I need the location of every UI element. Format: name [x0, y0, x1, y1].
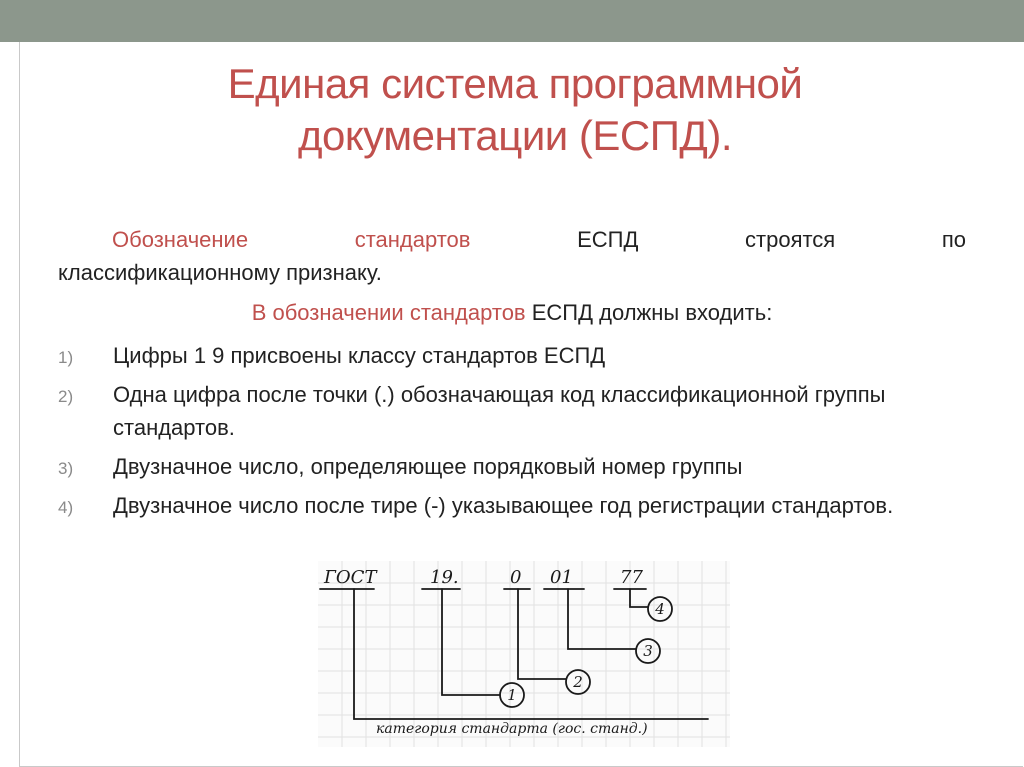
intro-line-2: классификационному признаку.	[58, 260, 382, 285]
list-item-text: Двузначное число, определяющее порядковый номер группы	[113, 454, 743, 479]
intro-word-3: ЕСПД	[577, 227, 639, 252]
composition-paragraph	[58, 296, 966, 329]
list-item-text: Цифры 1 9 присвоены классу стандартов ЕСПД	[113, 343, 606, 368]
composition-text: ЕСПД должны входить:	[525, 300, 773, 325]
intro-line-1	[58, 223, 966, 256]
list-item	[58, 339, 978, 372]
composition-red-text: В обозначении стандартов	[251, 300, 526, 325]
gost-notation-sketch	[318, 561, 730, 747]
list-item	[58, 450, 978, 483]
list-item-number: 3)	[58, 459, 74, 478]
list-item-number: 4)	[58, 498, 74, 517]
list-item-text: Двузначное число после тире (-) указывающее год регистрации стандартов.	[113, 493, 894, 518]
sketch-circle-1: 1	[507, 686, 517, 704]
sketch-year-number: 77	[620, 567, 643, 588]
intro-word-5: по	[941, 227, 966, 252]
intro-paragraph	[58, 223, 966, 289]
sketch-caption: категория стандарта (гос. станд.)	[376, 721, 648, 737]
list-item-number: 2)	[58, 387, 74, 406]
sketch-order-number: 01	[550, 567, 573, 588]
intro-word-2: стандартов	[354, 227, 471, 252]
sketch-circle-3: 3	[643, 642, 653, 660]
slide-title	[100, 58, 930, 162]
title-line-1: Единая система программной	[227, 60, 803, 107]
sketch-circle-4: 4	[655, 600, 665, 618]
sketch-circle-2: 2	[573, 673, 583, 691]
list-item-text: Одна цифра после точки (.) обозначающая код классификационной группы стандартов.	[113, 382, 886, 440]
list-item	[58, 489, 978, 522]
intro-word-4: строятся	[745, 227, 836, 252]
sketch-gost-label: ГОСТ	[324, 567, 377, 588]
sketch-class-number: 19.	[430, 567, 459, 588]
title-line-2: документации (ЕСПД).	[297, 112, 733, 159]
list-item-number: 1)	[58, 348, 74, 367]
intro-word-1: Обозначение	[112, 227, 249, 252]
numbered-list	[58, 339, 978, 528]
top-bar	[0, 0, 1024, 42]
sketch-group-number: 0	[510, 567, 522, 588]
list-item	[58, 378, 978, 444]
